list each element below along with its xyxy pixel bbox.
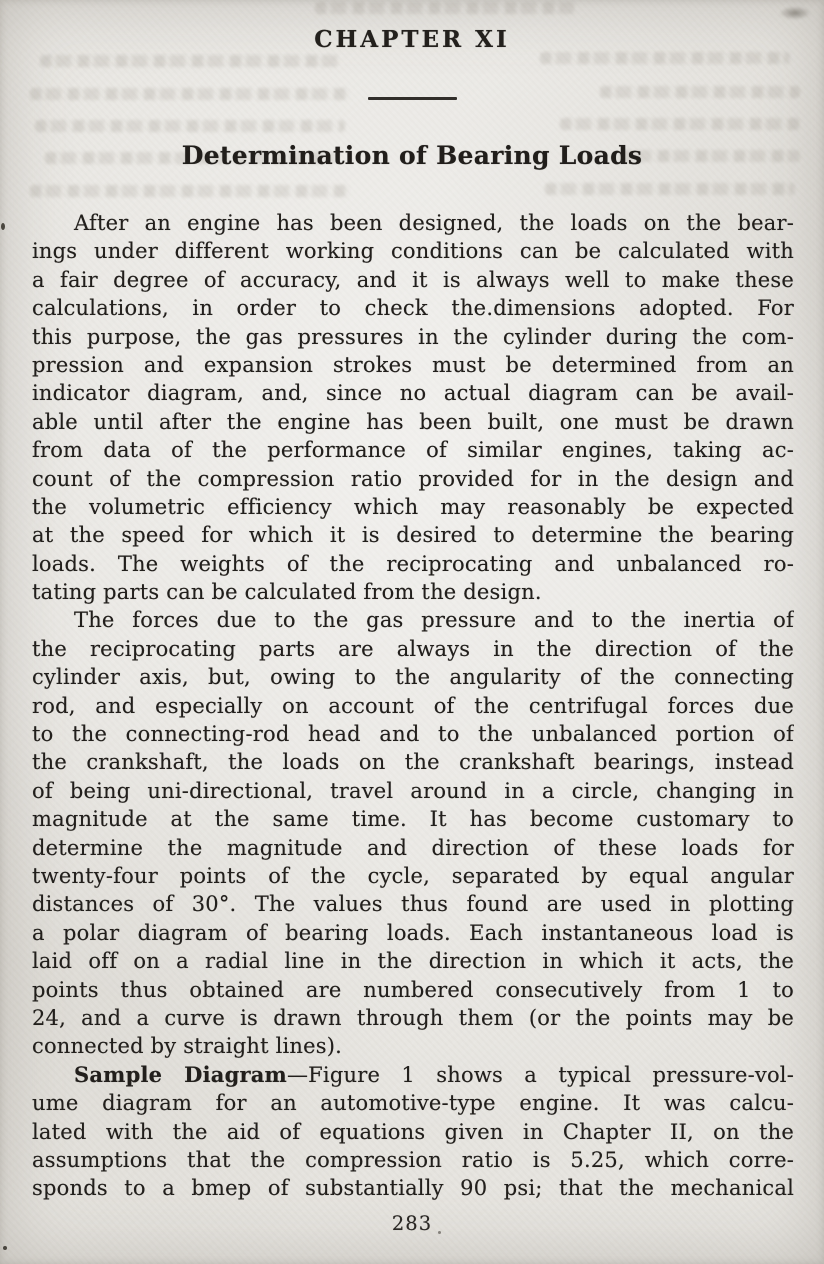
text-line: lated with the aid of equations given in Chapter II, on the: [32, 1119, 794, 1144]
paragraph-2: [32, 606, 794, 1060]
paragraph-1: [32, 209, 794, 606]
text-line: from data of the performance of similar engines, taking ac-: [32, 438, 794, 463]
text-line: ings under different working conditions can be calculated with: [32, 239, 794, 264]
text-line: After an engine has been designed, the loads on the bear-: [74, 211, 794, 235]
text-line: rod, and especially on account of the centrifugal forces due: [32, 693, 794, 718]
page-title: Determination of Bearing Loads: [181, 141, 643, 170]
text-line: this purpose, the gas pressures in the cylinder during the com-: [32, 324, 794, 349]
text-line: distances of 30°. The values thus found are used in plotting: [32, 892, 794, 917]
separator-rule: [368, 97, 457, 100]
text-line: the volumetric efficiency which may reasonably be expected: [32, 494, 794, 519]
text-line: indicator diagram, and, since no actual diagram can be avail-: [32, 381, 794, 406]
text-line: tating parts can be calculated from the design.: [32, 580, 542, 605]
text-line: at the speed for which it is desired to determine the bearing: [32, 523, 794, 548]
text-line: determine the magnitude and direction of these loads for: [32, 835, 794, 860]
ghost-text-smudge: [560, 118, 800, 130]
ghost-text-smudge: [30, 185, 350, 197]
ghost-text-smudge: [540, 52, 790, 64]
paragraph-3: [32, 1061, 794, 1203]
ghost-text-smudge: [315, 2, 575, 14]
text-line: a polar diagram of bearing loads. Each instantaneous load is: [32, 920, 794, 945]
text-line: connected by straight lines).: [32, 1034, 343, 1059]
text-line: twenty-four points of the cycle, separated by equal angular: [32, 863, 794, 888]
text-line: able until after the engine has been built, one must be drawn: [32, 409, 794, 434]
text-run: —Figure 1 shows a typical pressure-vol-: [286, 1062, 794, 1087]
text-line: the crankshaft, the loads on the crankshaft bearings, instead: [32, 750, 794, 775]
text-line: count of the compression ratio provided for in the design and: [32, 466, 794, 491]
text-line: sponds to a bmep of substantially 90 psi; that the mechanical: [32, 1176, 794, 1201]
text-line: [32, 1061, 794, 1089]
text-line: to the connecting-rod head and to the unbalanced portion of: [32, 722, 794, 747]
text-line: pression and expansion strokes must be determined from an: [32, 352, 794, 377]
text-line: The forces due to the gas pressure and to the inertia of: [74, 608, 794, 633]
text-line: assumptions that the compression ratio is 5.25, which corre-: [32, 1147, 794, 1172]
text-line: calculations, in order to check the.dimensions adopted. For: [32, 296, 794, 321]
body-text: [32, 209, 794, 1203]
ghost-text-smudge: [35, 120, 345, 132]
text-line: loads. The weights of the reciprocating and unbalanced ro-: [32, 551, 794, 576]
text-line: laid off on a radial line in the direction in which it acts, the: [32, 949, 794, 974]
text-line: 24, and a curve is drawn through them (or the points may be: [32, 1005, 794, 1030]
text-line: the reciprocating parts are always in the direction of the: [32, 636, 794, 661]
scan-speck: [1, 223, 5, 230]
ghost-text-smudge: [600, 86, 800, 98]
text-line: points thus obtained are numbered consecutively from 1 to: [32, 977, 794, 1002]
ghost-text-smudge: [40, 55, 340, 67]
text-line: of being uni-directional, travel around in a circle, changing in: [32, 778, 794, 803]
scan-speck: [3, 1246, 7, 1250]
text-line: a fair degree of accuracy, and it is always well to make these: [32, 267, 794, 292]
text-line: ume diagram for an automotive-type engine. It was calcu-: [32, 1091, 794, 1116]
ghost-text-smudge: [545, 183, 795, 195]
ghost-text-smudge: [30, 88, 350, 100]
bold-run-sample-diagram: Sample Diagram: [74, 1061, 287, 1087]
text-line: magnitude at the same time. It has become customary to: [32, 807, 794, 832]
page-number: 283: [391, 1212, 433, 1235]
text-line: cylinder axis, but, owing to the angularity of the connecting: [32, 665, 794, 690]
scan-smudge: [779, 6, 811, 20]
chapter-heading: CHAPTER XI: [314, 26, 510, 53]
